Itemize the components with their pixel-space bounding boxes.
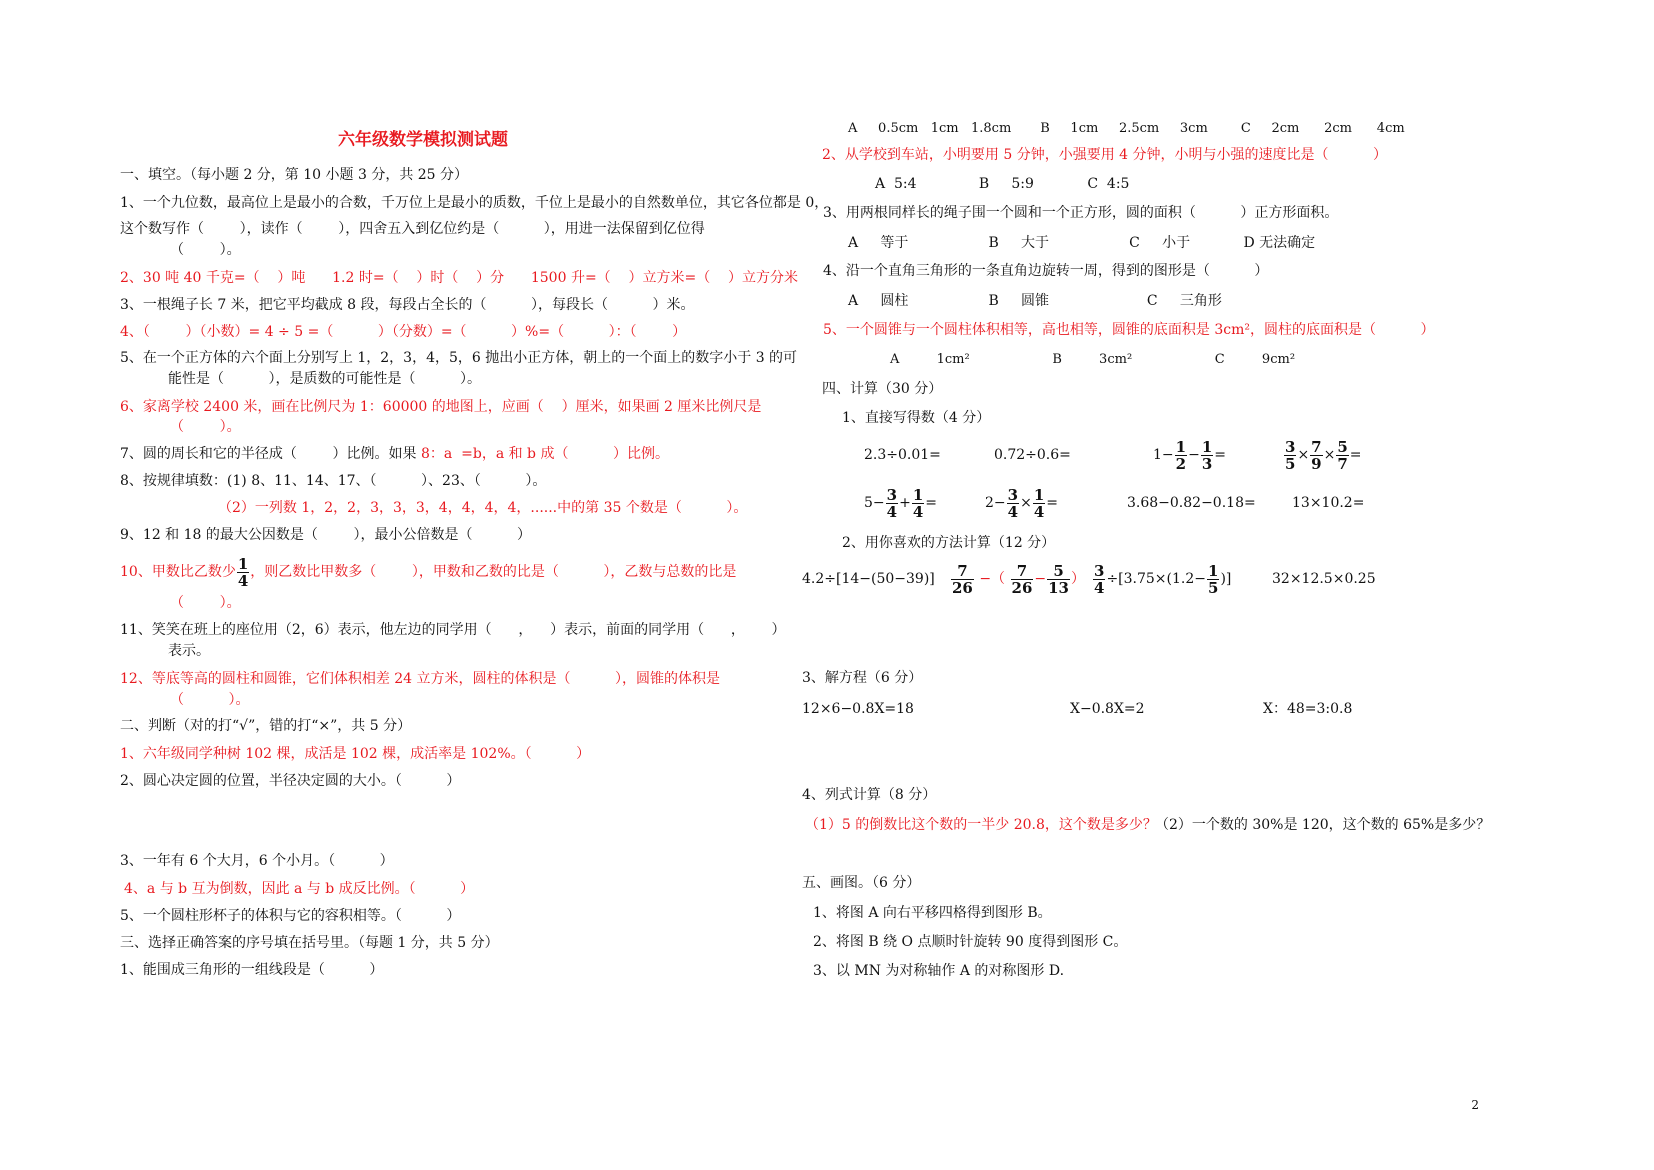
calc-part-1: 1、直接写得数（4 分） [842, 410, 991, 426]
calc-part-4: 4、列式计算（8 分） [802, 787, 937, 803]
question-5-line-2: 能性是（ ），是质数的可能性是（ ）。 [168, 371, 482, 387]
equation-3: X：48=3:0.8 [1263, 701, 1353, 717]
word-problem-1: （1）5 的倒数比这个数的一半少 20.8，这个数是多少？ [805, 817, 1157, 833]
calc-part-3: 3、解方程（6 分） [802, 670, 923, 686]
question-1-line-2: 这个数写作（ ），读作（ ），四舍五入到亿位约是（ ），用进一法保留到亿位得 [120, 221, 705, 237]
question-7 [120, 444, 669, 464]
page-title: 六年级数学模拟测试题 [338, 130, 508, 150]
fraction-7-26: $\frac{7}{26}$ [952, 561, 973, 597]
calc-part-2: 2、用你喜欢的方法计算（12 分） [842, 535, 1056, 551]
section-true-false: 二、判断（对的打“√”，错的打“×”，共 5 分） [120, 718, 412, 734]
question-10-line-2: （ ）。 [170, 595, 241, 611]
drawing-task-2: 2、将图 B 绕 O 点顺时针旋转 90 度得到图形 C。 [813, 934, 1128, 950]
direct-2: 0.72÷0.6= [994, 447, 1071, 463]
expr-4: 32×12.5×0.25 [1272, 571, 1376, 587]
question-8-line-2: （2）一列数 1，2，2，3，3，3，4，4，4，4，......中的第 35 个数是（ ）。 [218, 500, 748, 516]
fraction-1-4b: $\frac{1}{4}$ [1033, 485, 1045, 521]
choice-4: 4、沿一个直角三角形的一条直角边旋转一周，得到的图形是（ ） [823, 263, 1269, 279]
judge-2: 2、圆心决定圆的位置，半径决定圆的大小。（ ） [120, 773, 461, 789]
section-multiple-choice: 三、选择正确答案的序号填在括号里。（每题 1 分，共 5 分） [120, 935, 499, 951]
question-4: 4、（ ）（小数）= 4 ÷ 5 =（ ）（分数）=（ ）%=（ ）：（ ） [120, 324, 687, 340]
judge-4: 4、a 与 b 互为倒数，因此 a 与 b 成反比例。（ ） [124, 881, 475, 897]
direct-1: 2.3÷0.01= [864, 447, 941, 463]
question-10-line-1 [120, 554, 736, 590]
direct-8: 13×10.2= [1292, 495, 1365, 511]
fraction-3-4b: $\frac{3}{4}$ [1007, 485, 1019, 521]
expr-3: $\frac{3}{4}$ ÷[3.75×(1.2− $\frac{1}{5}$ )] [1094, 561, 1232, 597]
judge-5: 5、一个圆柱形杯子的体积与它的容积相等。（ ） [120, 908, 461, 924]
question-2: 2、30 吨 40 千克=（ ）吨 1.2 时=（ ）时（ ）分 1500 升=（ ）立方米=（ ）立方分米 [120, 270, 799, 286]
fraction-5-13: $\frac{5}{13}$ [1048, 561, 1069, 597]
judge-3: 3、一年有 6 个大月，6 个小月。（ ） [120, 853, 394, 869]
fraction-3-4c: $\frac{3}{4}$ [1094, 561, 1105, 597]
choice-2: 2、从学校到车站，小明要用 5 分钟，小强要用 4 分钟，小明与小强的速度比是（ ） [822, 147, 1388, 163]
fraction-5-7: $\frac{5}{7}$ [1337, 437, 1348, 473]
question-6-line-2: （ ）。 [170, 419, 241, 435]
word-problem-2: （2）一个数的 30%是 120，这个数的 65%是多少？ [1155, 817, 1491, 833]
choice-3: 3、用两根同样长的绳子围一个圆和一个正方形，圆的面积（ ）正方形面积。 [823, 205, 1339, 221]
question-1-line-3: （ ）。 [170, 242, 241, 258]
expr-1: 4.2÷[14−(50−39)] [802, 571, 935, 587]
choice-1: 1、能围成三角形的一组线段是（ ） [120, 962, 384, 978]
direct-7: 3.68−0.82−0.18= [1127, 495, 1256, 511]
direct-4: $\frac{3}{5}$ × $\frac{7}{9}$ × $\frac{5}{7}$ = [1285, 437, 1362, 473]
fraction-1-2: $\frac{1}{2}$ [1175, 437, 1187, 473]
direct-6: 2− $\frac{3}{4}$ × $\frac{1}{4}$ = [985, 485, 1058, 521]
fraction-3-5: $\frac{3}{5}$ [1285, 437, 1296, 473]
fraction-1-3: $\frac{1}{3}$ [1201, 437, 1213, 473]
question-5-line-1: 5、在一个正方体的六个面上分别写上 1，2，3，4，5，6 抛出小正方体，朝上的一个面上的数字小于 3 的可 [120, 350, 798, 366]
question-12-line-2: （ ）。 [170, 692, 250, 708]
page-number: 2 [1471, 1098, 1479, 1112]
expr-2: $\frac{7}{26}$ −（ $\frac{7}{26}$ − $\frac{5}{13}$ ） [952, 561, 1085, 597]
question-12-line-1: 12、等底等高的圆柱和圆锥，它们体积相差 24 立方米，圆柱的体积是（ ），圆锥的体积是 [120, 671, 721, 687]
fraction-7-9: $\frac{7}{9}$ [1311, 437, 1322, 473]
section-calculation: 四、计算（30 分） [822, 381, 943, 397]
question-9: 9、12 和 18 的最大公因数是（ ），最小公倍数是（ ） [120, 527, 531, 543]
fraction-1-5: $\frac{1}{5}$ [1208, 561, 1219, 597]
choice-2-options: A 5:4 B 5:9 C 4:5 [875, 176, 1130, 192]
drawing-task-1: 1、将图 A 向右平移四格得到图形 B。 [813, 905, 1052, 921]
question-8-line-1: 8、按规律填数：(1) 8、11、14、17、（ ）、23、（ ）。 [120, 473, 547, 489]
section-drawing: 五、画图。（6 分） [802, 875, 921, 891]
question-3: 3、一根绳子长 7 米，把它平均截成 8 段，每段占全长的（ ），每段长（ ）米。 [120, 297, 695, 313]
fraction-3-4: $\frac{3}{4}$ [886, 485, 898, 521]
question-7-part-2: 8：a =b，a 和 b 成（ ）比例。 [420, 446, 669, 462]
drawing-task-3: 3、以 MN 为对称轴作 A 的对称图形 D. [813, 963, 1065, 979]
fraction-one-quarter: $\frac{1}{4}$ [237, 554, 249, 590]
question-10-post: ，则乙数比甲数多（ ），甲数和乙数的比是（ ），乙数与总数的比是 [250, 564, 737, 580]
choice-1-options: A 0.5cm 1cm 1.8cm B 1cm 2.5cm 3cm C 2cm 2cm 4cm [848, 121, 1405, 136]
fraction-7-26b: $\frac{7}{26}$ [1011, 561, 1033, 597]
choice-5-options: A 1cm² B 3cm² C 9cm² [890, 352, 1296, 367]
question-1-line-1: 1、一个九位数，最高位上是最小的合数，千万位上是最小的质数，千位上是最小的自然数单位，其它各位都是 0， [120, 195, 829, 211]
question-10-pre: 10、甲数比乙数少 [120, 564, 236, 580]
question-6-line-1: 6、家离学校 2400 米，画在比例尺为 1：60000 的地图上，应画（ ）厘米，如果画 2 厘米比例尺是 [120, 399, 762, 415]
judge-1: 1、六年级同学种树 102 棵，成活是 102 棵，成活率是 102%。（ ） [120, 746, 591, 762]
choice-3-options: A 等于 B 大于 C 小于 D 无法确定 [848, 235, 1316, 251]
fraction-1-4: $\frac{1}{4}$ [912, 485, 924, 521]
choice-5: 5、一个圆锥与一个圆柱体积相等，高也相等，圆锥的底面积是 3cm²，圆柱的底面积是（ ） [823, 322, 1435, 338]
choice-4-options: A 圆柱 B 圆锥 C 三角形 [848, 293, 1222, 309]
direct-5: 5− $\frac{3}{4}$ + $\frac{1}{4}$ = [864, 485, 937, 521]
equation-2: X−0.8X=2 [1070, 701, 1145, 717]
section-fill-blank: 一、填空。（每小题 2 分，第 10 小题 3 分，共 25 分） [120, 167, 469, 183]
question-11-line-1: 11、笑笑在班上的座位用（2，6）表示，他左边的同学用（ ， ）表示，前面的同学用（ ， ） [120, 622, 786, 638]
question-11-line-2: 表示。 [168, 643, 210, 659]
direct-3: 1− $\frac{1}{2}$ − $\frac{1}{3}$ = [1153, 437, 1226, 473]
question-7-part-1: 7、圆的周长和它的半径成（ ）比例。如果 [120, 446, 421, 462]
equation-1: 12×6−0.8X=18 [802, 701, 914, 717]
